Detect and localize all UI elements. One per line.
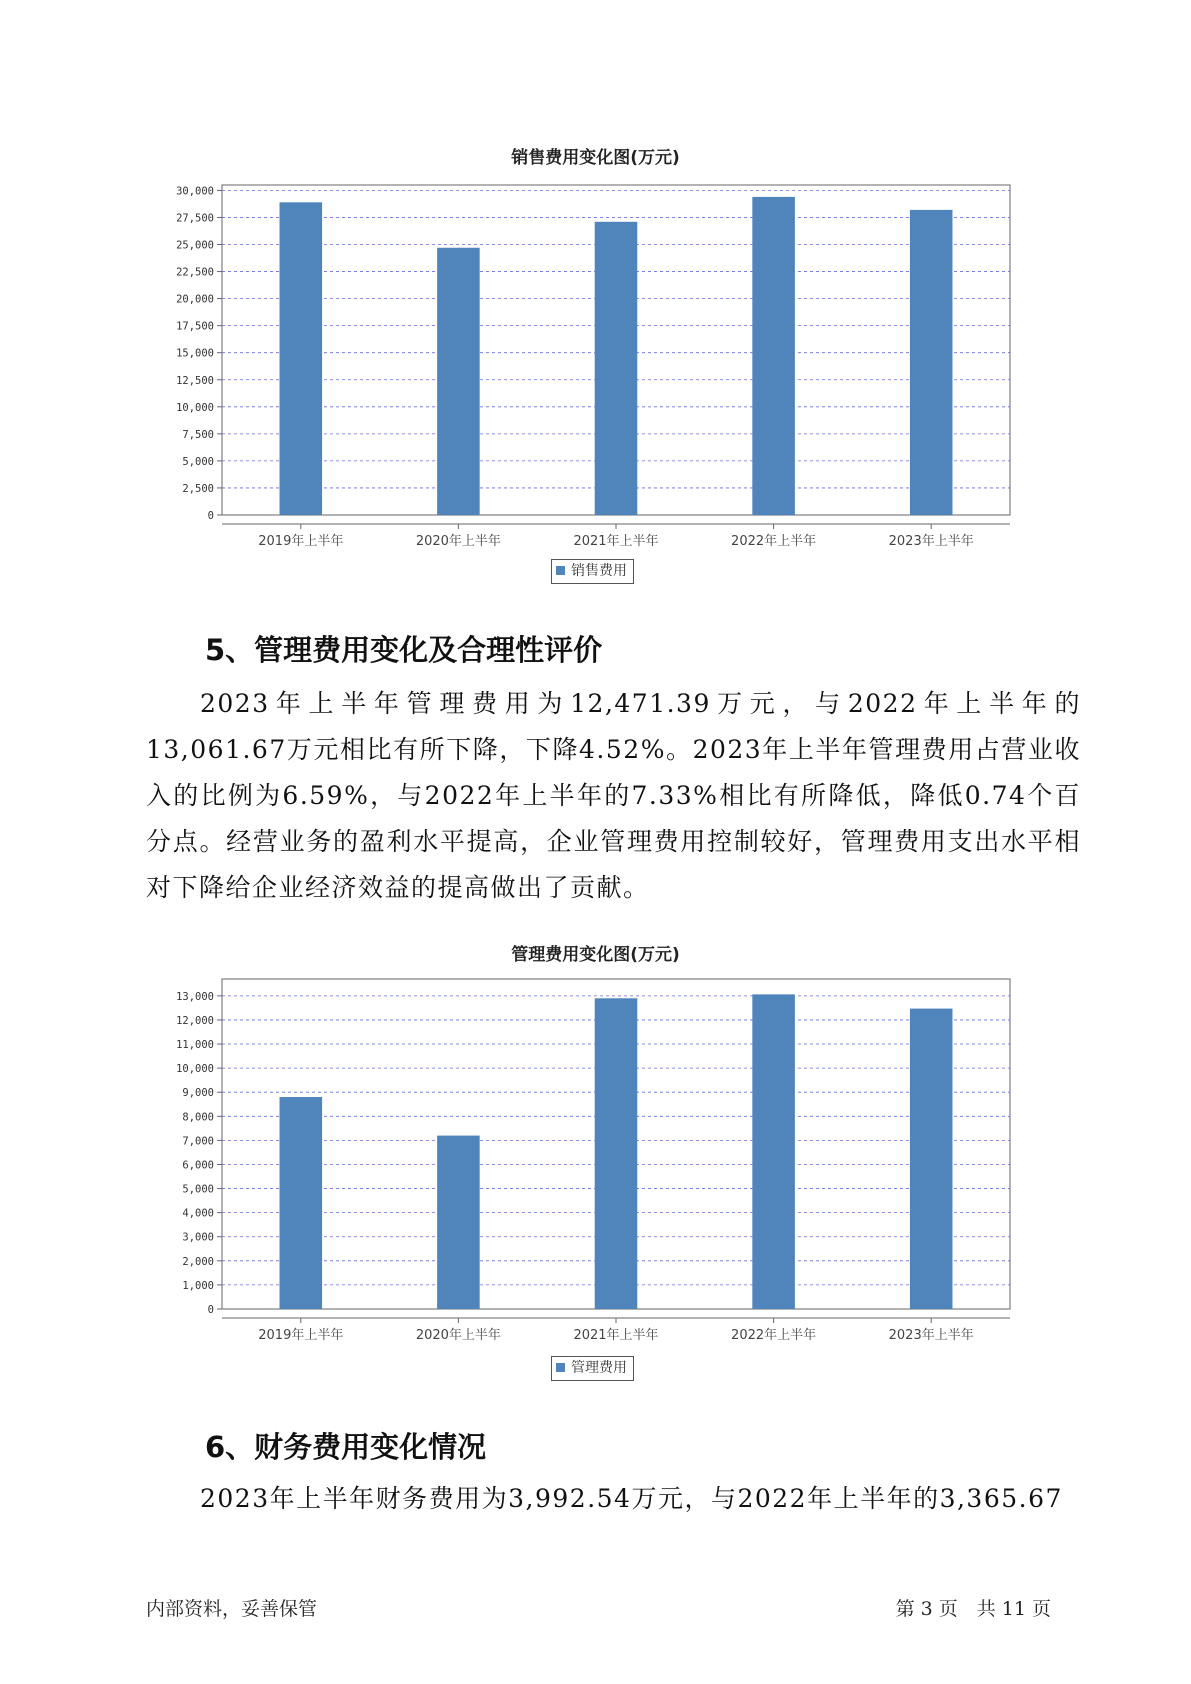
- y-tick-label: 4,000: [182, 1207, 214, 1220]
- bar: [910, 1009, 953, 1309]
- y-tick-label: 0: [207, 1304, 214, 1316]
- y-tick-label: 2,500: [182, 482, 214, 495]
- y-tick-label: 6,000: [182, 1159, 214, 1172]
- bar: [437, 248, 480, 515]
- y-tick-label: 30,000: [176, 185, 214, 198]
- y-tick-label: 17,500: [176, 320, 214, 333]
- x-tick-label: 2021年上半年: [573, 1328, 659, 1343]
- y-tick-label: 15,000: [176, 347, 214, 360]
- x-tick-label: 2022年上半年: [731, 534, 817, 549]
- y-tick-label: 5,000: [182, 455, 214, 468]
- y-tick-label: 11,000: [176, 1039, 214, 1052]
- section-5-paragraph-text: 2023年上半年管理费用为12,471.39万元，与2022年上半年的13,061.67万元相比有所下降，下降4.52%。2023年上半年管理费用占营业收入的比例为6.59%，与2022年上半年的7.33%相比有所降低，降低0.74个百分点。经营业务的盈利水平提高，企业管理费用控制较好，管理费用支出水平相对下降给企业经济效益的提高做出了贡献。: [146, 689, 1081, 902]
- y-tick-label: 8,000: [182, 1111, 214, 1124]
- x-tick-label: 2022年上半年: [731, 1328, 817, 1343]
- bar: [280, 202, 323, 515]
- y-tick-label: 10,000: [176, 1063, 214, 1076]
- y-tick-label: 25,000: [176, 239, 214, 252]
- y-tick-label: 13,000: [176, 990, 214, 1003]
- bar: [910, 210, 953, 515]
- y-tick-label: 5,000: [182, 1183, 214, 1196]
- chart-title-admin-expense: 管理费用变化图(万元): [511, 945, 680, 965]
- y-tick-label: 7,000: [182, 1135, 214, 1148]
- bar: [752, 197, 795, 515]
- footer-page-number: 第 3 页 共 11 页: [895, 1598, 1051, 1620]
- y-tick-label: 1,000: [182, 1279, 214, 1292]
- section-6-paragraph: [146, 1476, 1081, 1522]
- y-tick-label: 22,500: [176, 266, 214, 279]
- legend-label: 管理费用: [571, 1360, 627, 1376]
- bar: [437, 1136, 480, 1309]
- legend-swatch: [556, 566, 565, 575]
- section-6-paragraph-text: 2023年上半年财务费用为3,992.54万元，与2022年上半年的3,365.67: [200, 1484, 1063, 1513]
- y-tick-label: 3,000: [182, 1231, 214, 1244]
- section-5-paragraph: [146, 681, 1081, 911]
- legend-sales-expense: [551, 559, 634, 584]
- x-tick-label: 2020年上半年: [415, 1328, 501, 1343]
- bar: [595, 222, 638, 515]
- y-tick-label: 12,000: [176, 1014, 214, 1027]
- legend-swatch: [556, 1363, 565, 1372]
- bar: [280, 1097, 323, 1309]
- y-tick-label: 2,000: [182, 1255, 214, 1268]
- x-tick-label: 2020年上半年: [415, 534, 501, 549]
- chart-title-sales-expense: 销售费用变化图(万元): [511, 148, 680, 168]
- bar: [595, 998, 638, 1309]
- x-tick-label: 2019年上半年: [258, 534, 344, 549]
- legend-label: 销售费用: [571, 563, 627, 579]
- y-tick-label: 12,500: [176, 374, 214, 387]
- y-tick-label: 27,500: [176, 212, 214, 225]
- y-tick-label: 9,000: [182, 1087, 214, 1100]
- section-6-heading: 6、财务费用变化情况: [205, 1430, 487, 1464]
- y-tick-label: 20,000: [176, 293, 214, 306]
- bar: [752, 994, 795, 1309]
- x-tick-label: 2023年上半年: [888, 534, 974, 549]
- y-tick-label: 0: [207, 510, 214, 522]
- sales-expense-bar-chart: [0, 150, 1191, 549]
- x-tick-label: 2023年上半年: [888, 1328, 974, 1343]
- admin-expense-bar-chart: [0, 950, 1191, 1343]
- x-tick-label: 2021年上半年: [573, 534, 659, 549]
- y-tick-label: 10,000: [176, 401, 214, 414]
- x-tick-label: 2019年上半年: [258, 1328, 344, 1343]
- legend-admin-expense: [551, 1356, 634, 1381]
- footer-confidential-note: 内部资料，妥善保管: [146, 1598, 318, 1620]
- y-tick-label: 7,500: [182, 428, 214, 441]
- section-5-heading: 5、管理费用变化及合理性评价: [205, 633, 603, 667]
